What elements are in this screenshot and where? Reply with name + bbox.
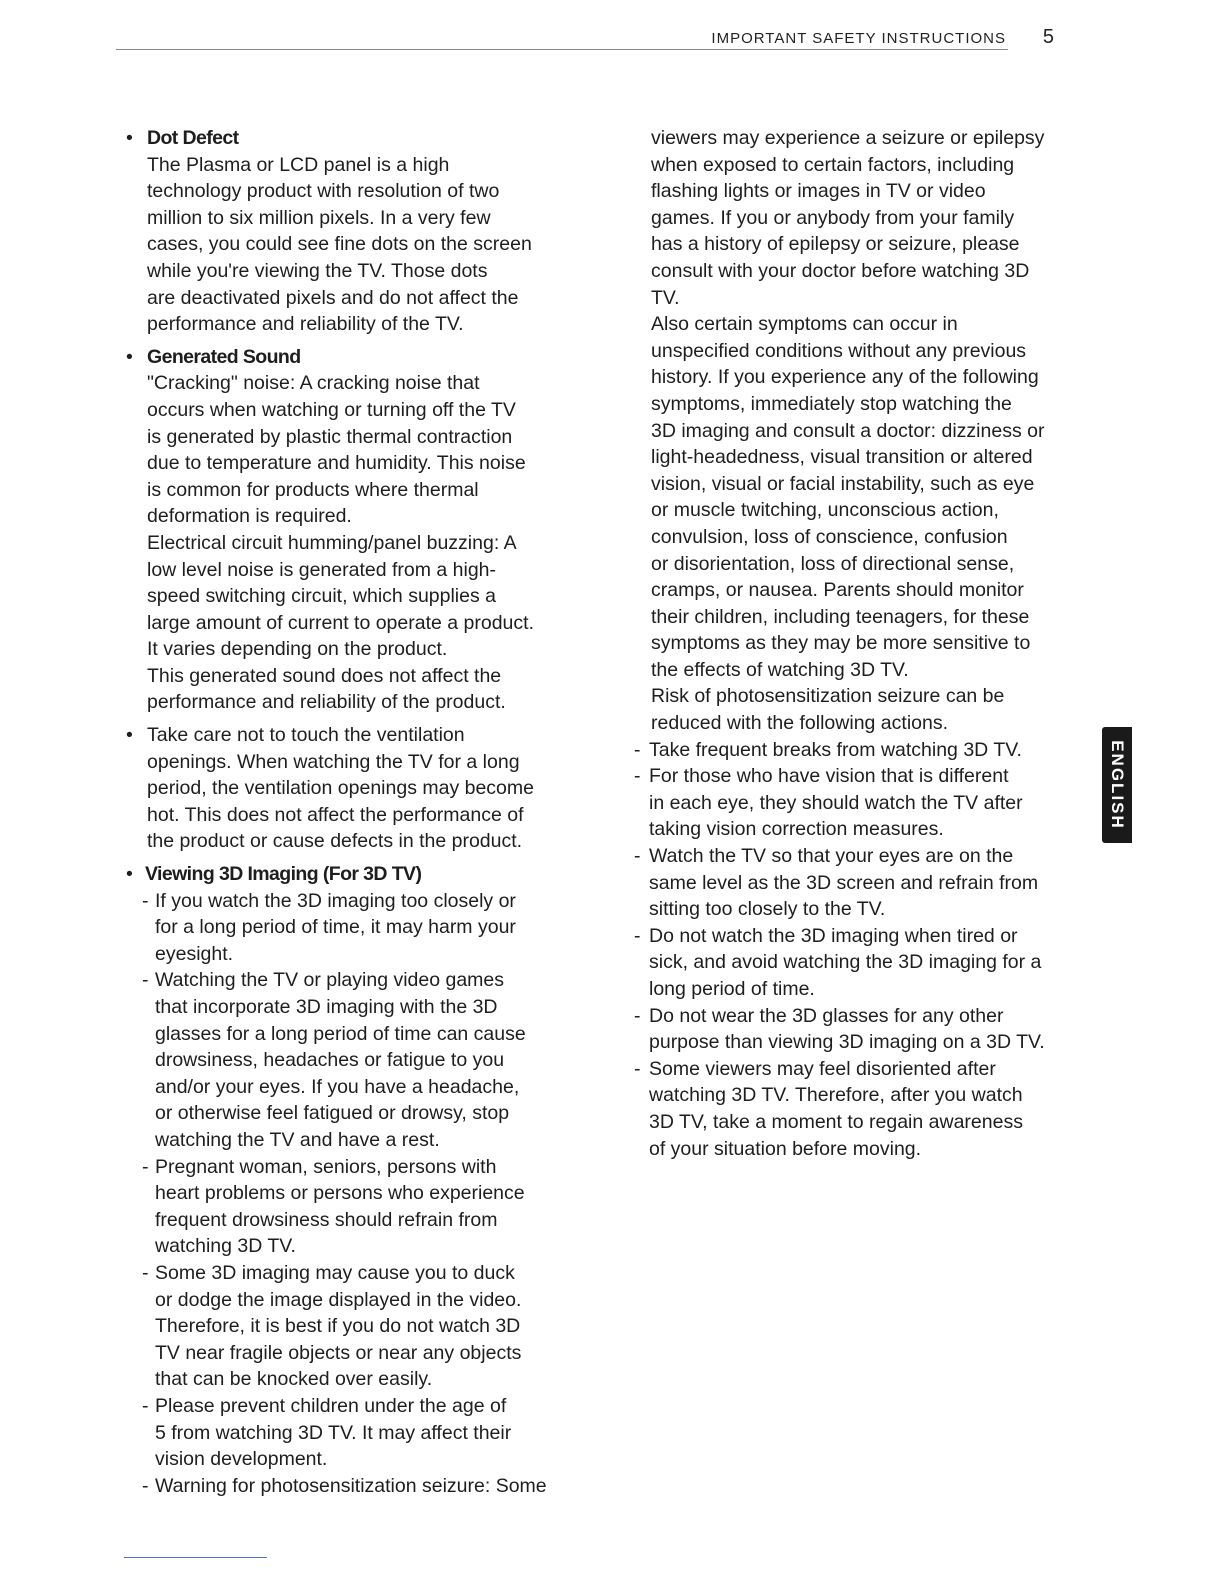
text-line: Warning for photosensitization seizure: Some [155, 1474, 547, 1497]
bullet-icon: • [126, 863, 133, 886]
dash-marker: - [142, 969, 149, 992]
text-line: flashing lights or images in TV or video [651, 180, 986, 203]
text-line: It varies depending on the product. [147, 638, 448, 661]
text-line: Take frequent breaks from watching 3D TV. [649, 738, 1022, 761]
text-line: openings. When watching the TV for a long [147, 750, 520, 773]
text-line: performance and reliability of the TV. [147, 313, 464, 336]
text-line: cramps, or nausea. Parents should monitor [651, 579, 1024, 602]
generated-sound-section [126, 344, 556, 716]
text-line: taking vision correction measures. [649, 818, 944, 841]
text-line: eyesight. [155, 942, 234, 965]
text-line: low level noise is generated from a high- [147, 558, 497, 581]
text-line: while you're viewing the TV. Those dots [147, 259, 488, 282]
text-line: Electrical circuit humming/panel buzzing: A [147, 531, 517, 554]
dash-marker: - [142, 1474, 149, 1497]
dash-marker: - [142, 889, 149, 912]
header-title: IMPORTANT SAFETY INSTRUCTIONS [711, 30, 1006, 47]
text-line: or otherwise feel fatigued or drowsy, stop [155, 1102, 510, 1125]
text-line: vision, visual or facial instability, such as eye [651, 472, 1035, 495]
text-line: Pregnant woman, seniors, persons with [155, 1155, 497, 1178]
text-line: sick, and avoid watching the 3D imaging for a [649, 951, 1042, 974]
list-item [126, 1393, 556, 1473]
text-line: Watching the TV or playing video games [155, 969, 505, 992]
text-line: TV. [651, 286, 680, 309]
header-rule [116, 49, 1008, 50]
dot-defect-section [126, 125, 556, 338]
list-item [634, 923, 1064, 1003]
text-line: Some viewers may feel disoriented after [649, 1057, 996, 1080]
text-line: hot. This does not affect the performance of [147, 803, 524, 826]
section-text [147, 370, 556, 716]
text-line: in each eye, they should watch the TV after [649, 791, 1023, 814]
text-line: technology product with resolution of two [147, 180, 500, 203]
text-line: or muscle twitching, unconscious action, [651, 499, 999, 522]
text-line: when exposed to certain factors, including [651, 153, 1015, 176]
text-line: games. If you or anybody from your family [651, 206, 1015, 229]
list-item [634, 737, 1064, 764]
text-line: that can be knocked over easily. [155, 1368, 433, 1391]
text-line: light-headedness, visual transition or altered [651, 446, 1033, 469]
text-line: purpose than viewing 3D imaging on a 3D TV. [649, 1031, 1045, 1054]
text-line: This generated sound does not affect the [147, 664, 502, 687]
dash-marker: - [634, 1004, 641, 1027]
bullet-icon: • [126, 724, 133, 747]
text-line: TV near fragile objects or near any objects [155, 1341, 522, 1364]
bullet-icon: • [126, 127, 133, 149]
list-item [126, 1473, 556, 1500]
text-line: watching 3D TV. Therefore, after you watch [649, 1084, 1023, 1107]
text-line: unspecified conditions without any previous [651, 339, 1027, 362]
text-line: large amount of current to operate a product. [147, 611, 534, 634]
viewing-3d-list [126, 888, 556, 1500]
dash-marker: - [634, 765, 641, 788]
text-line: is generated by plastic thermal contraction [147, 425, 513, 448]
seizure-warning-text [634, 125, 1064, 737]
text-line: and/or your eyes. If you have a headache, [155, 1075, 520, 1098]
text-line: vision development. [155, 1448, 328, 1471]
dash-marker: - [634, 924, 641, 947]
dash-marker: - [142, 1394, 149, 1417]
text-line: symptoms as they may be more sensitive to [651, 632, 1031, 655]
text-line: "Cracking" noise: A cracking noise that [147, 372, 480, 395]
section-heading: Generated Sound [147, 345, 301, 368]
text-line: history. If you experience any of the following [651, 366, 1039, 389]
text-line: 5 from watching 3D TV. It may affect their [155, 1421, 512, 1444]
text-line: the product or cause defects in the product. [147, 830, 523, 853]
text-line: or dodge the image displayed in the video. [155, 1288, 522, 1311]
page-number: 5 [1042, 26, 1054, 48]
ventilation-section [126, 722, 556, 855]
text-line: million to six million pixels. In a very few [147, 206, 491, 229]
language-tab-label: ENGLISH [1108, 740, 1127, 830]
text-line: symptoms, immediately stop watching the [651, 392, 1012, 415]
section-text [147, 152, 556, 338]
text-line: has a history of epilepsy or seizure, please [651, 233, 1020, 256]
text-line: glasses for a long period of time can cause [155, 1022, 526, 1045]
text-line: due to temperature and humidity. This noise [147, 452, 526, 475]
seizure-actions-list [634, 737, 1064, 1163]
text-line: Therefore, it is best if you do not watch 3D [155, 1315, 521, 1338]
text-line: sitting too closely to the TV. [649, 898, 886, 921]
text-line: cases, you could see fine dots on the screen [147, 233, 532, 256]
text-line: consult with your doctor before watching 3D [651, 259, 1030, 282]
dash-marker: - [142, 1155, 149, 1178]
text-line: For those who have vision that is different [649, 765, 1009, 788]
text-line: reduced with the following actions. [651, 712, 949, 735]
section-heading: Viewing 3D Imaging (For 3D TV) [145, 863, 422, 886]
list-item [634, 1056, 1064, 1162]
text-line: Take care not to touch the ventilation [147, 724, 465, 747]
text-line: 3D TV, take a moment to regain awareness [649, 1110, 1023, 1133]
language-tab [1102, 727, 1132, 843]
text-line: Also certain symptoms can occur in [651, 313, 958, 336]
section-heading: Dot Defect [147, 127, 239, 149]
text-line: heart problems or persons who experience [155, 1182, 525, 1205]
text-line: or disorientation, loss of directional sense, [651, 552, 1015, 575]
list-item [126, 888, 556, 968]
right-column [634, 125, 1064, 1162]
text-line: performance and reliability of the product. [147, 691, 506, 714]
text-line: same level as the 3D screen and refrain from [649, 871, 1039, 894]
dash-marker: - [634, 845, 641, 868]
list-item [634, 843, 1064, 923]
text-line: that incorporate 3D imaging with the 3D [155, 996, 498, 1018]
dash-marker: - [142, 1261, 149, 1284]
dash-marker: - [634, 1057, 641, 1080]
list-item [126, 1260, 556, 1393]
text-line: Do not watch the 3D imaging when tired or [649, 924, 1018, 947]
text-line: 3D imaging and consult a doctor: dizziness or [651, 419, 1045, 442]
text-line: are deactivated pixels and do not affect the [147, 286, 519, 309]
text-line: Please prevent children under the age of [155, 1394, 507, 1417]
text-line: frequent drowsiness should refrain from [155, 1208, 498, 1231]
text-line: Risk of photosensitization seizure can be [651, 685, 1005, 708]
list-item [126, 1154, 556, 1260]
page-header [116, 26, 1062, 50]
dash-marker: - [634, 738, 641, 761]
text-line: occurs when watching or turning off the TV [147, 398, 516, 421]
text-line: deformation is required. [147, 505, 352, 528]
text-line: Watch the TV so that your eyes are on the [649, 845, 1014, 868]
text-line: drowsiness, headaches or fatigue to you [155, 1049, 505, 1072]
section-text [147, 722, 556, 855]
text-line: Do not wear the 3D glasses for any other [649, 1004, 1004, 1027]
text-line: convulsion, loss of conscience, confusion [651, 525, 1008, 548]
text-line: for a long period of time, it may harm your [155, 916, 516, 939]
text-line: watching 3D TV. [155, 1235, 296, 1258]
text-line: If you watch the 3D imaging too closely or [155, 889, 516, 912]
viewing-3d-section [126, 861, 556, 1499]
text-line: The Plasma or LCD panel is a high [147, 153, 450, 176]
list-item [126, 967, 556, 1153]
text-line: the effects of watching 3D TV. [651, 658, 909, 681]
text-line: viewers may experience a seizure or epilepsy [651, 127, 1045, 149]
bullet-icon: • [126, 345, 133, 368]
text-line: Some 3D imaging may cause you to duck [155, 1261, 515, 1284]
footer-rule [124, 1557, 267, 1558]
text-line: watching the TV and have a rest. [155, 1128, 440, 1151]
text-line: of your situation before moving. [649, 1137, 922, 1160]
list-item [634, 763, 1064, 843]
left-column [126, 125, 556, 1505]
text-line: is common for products where thermal [147, 478, 479, 501]
text-line: their children, including teenagers, for these [651, 605, 1030, 628]
list-item [634, 1003, 1064, 1056]
text-line: period, the ventilation openings may become [147, 777, 534, 800]
text-line: speed switching circuit, which supplies a [147, 585, 497, 608]
text-line: long period of time. [649, 978, 815, 1000]
